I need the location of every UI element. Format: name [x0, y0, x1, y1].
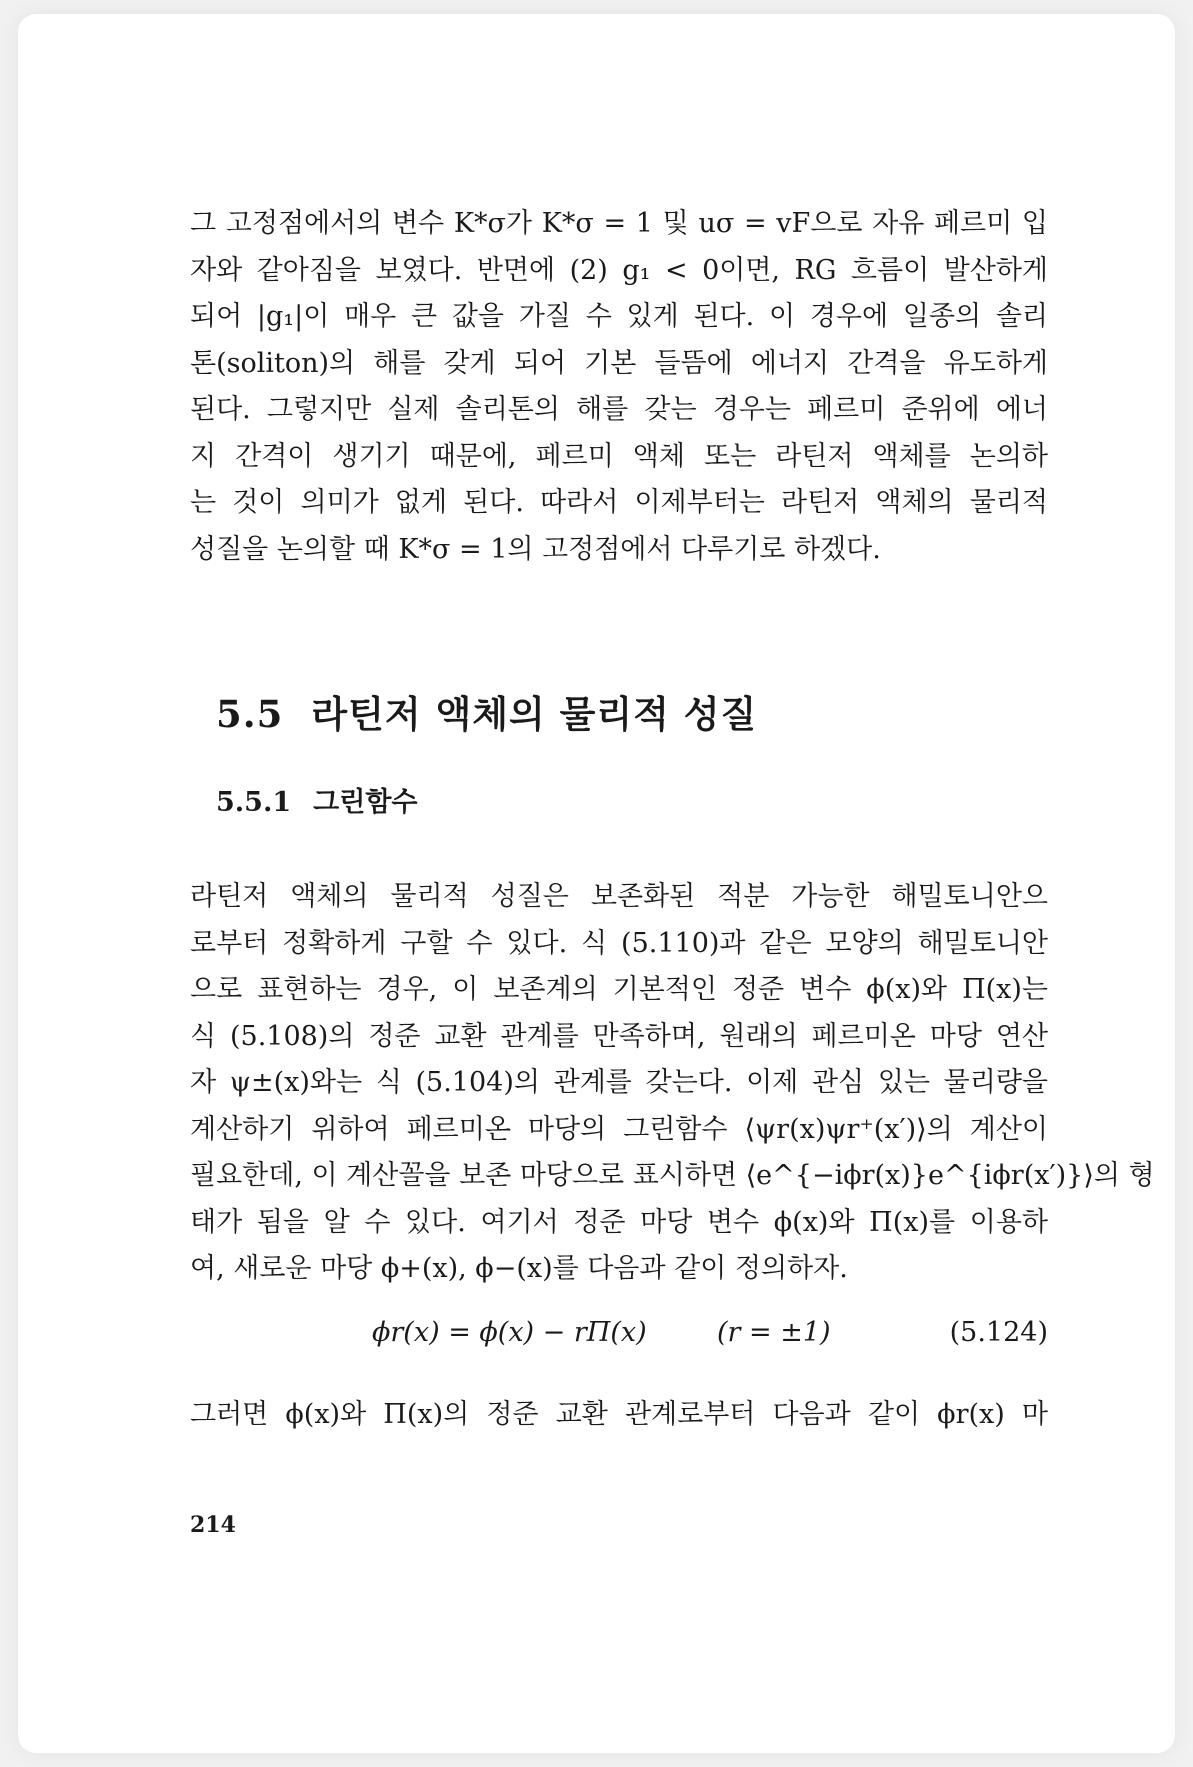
equation-body: ϕr(x) = ϕ(x) − rΠ(x) — [372, 1317, 647, 1348]
text-line: 계산하기 위하여 페르미온 마당의 그린함수 ⟨ψr(x)ψr⁺(x′)⟩의 계산이 — [190, 1113, 1048, 1145]
text-line: 톤(soliton)의 해를 갖게 되어 기본 들뜸에 에너지 간격을 유도하게 — [190, 347, 1048, 379]
text-line: 그 고정점에서의 변수 K*σ가 K*σ = 1 및 uσ = vF으로 자유 페르미 입 — [190, 208, 1048, 239]
section-number: 5.5 — [216, 692, 284, 736]
subsection-number: 5.5.1 — [216, 787, 292, 818]
text-line: 여, 새로운 마당 ϕ+(x), ϕ−(x)를 다음과 같이 정의하자. — [190, 1253, 848, 1284]
equation-number: (5.124) — [949, 1317, 1048, 1348]
equation-5-124 — [190, 1317, 1048, 1357]
page-number: 214 — [190, 1512, 236, 1538]
text-line: 자와 같아짐을 보였다. 반면에 (2) g₁ < 0이면, RG 흐름이 발산하게 — [190, 254, 1048, 286]
paragraph-green-function — [190, 874, 1155, 1293]
text-line: 식 (5.108)의 정준 교환 관계를 만족하며, 원래의 페르미온 마당 연산 — [190, 1020, 1048, 1052]
subsection-title: 그린함수 — [313, 787, 418, 818]
subsection-heading — [216, 780, 418, 819]
section-title: 라틴저 액체의 물리적 성질 — [311, 692, 758, 736]
text-line: 필요한데, 이 계산꼴을 보존 마당으로 표시하면 ⟨e^{−iϕr(x)}e^{iϕr(x′)}⟩의 형 — [190, 1160, 1155, 1191]
equation-condition: (r = ±1) — [717, 1317, 831, 1348]
paragraph-continuation — [190, 1392, 1048, 1439]
text-line: 된다. 그렇지만 실제 솔리톤의 해를 갖는 경우는 페르미 준위에 에너 — [190, 394, 1048, 425]
text-line: 지 간격이 생기기 때문에, 페르미 액체 또는 라틴저 액체를 논의하 — [190, 440, 1048, 472]
text-line: 로부터 정확하게 구할 수 있다. 식 (5.110)과 같은 모양의 해밀토니안 — [190, 927, 1048, 959]
paragraph-fixed-point — [190, 201, 1048, 573]
text-line: 는 것이 의미가 없게 된다. 따라서 이제부터는 라틴저 액체의 물리적 — [190, 487, 1048, 518]
text-line: 되어 |g₁|이 매우 큰 값을 가질 수 있게 된다. 이 경우에 일종의 솔리 — [190, 301, 1048, 332]
section-heading — [216, 684, 757, 738]
text-line: 성질을 논의할 때 K*σ = 1의 고정점에서 다루기로 하겠다. — [190, 533, 881, 565]
text-line: 자 ψ±(x)와는 식 (5.104)의 관계를 갖는다. 이제 관심 있는 물리량을 — [190, 1067, 1048, 1098]
text-line: 태가 됨을 알 수 있다. 여기서 정준 마당 변수 ϕ(x)와 Π(x)를 이용하 — [190, 1206, 1048, 1238]
text-line: 라틴저 액체의 물리적 성질은 보존화된 적분 가능한 해밀토니안으 — [190, 881, 1048, 912]
text-line: 으로 표현하는 경우, 이 보존계의 기본적인 정준 변수 ϕ(x)와 Π(x)는 — [190, 974, 1048, 1005]
text-line: 그러면 ϕ(x)와 Π(x)의 정준 교환 관계로부터 다음과 같이 ϕr(x) 마 — [190, 1399, 1048, 1430]
